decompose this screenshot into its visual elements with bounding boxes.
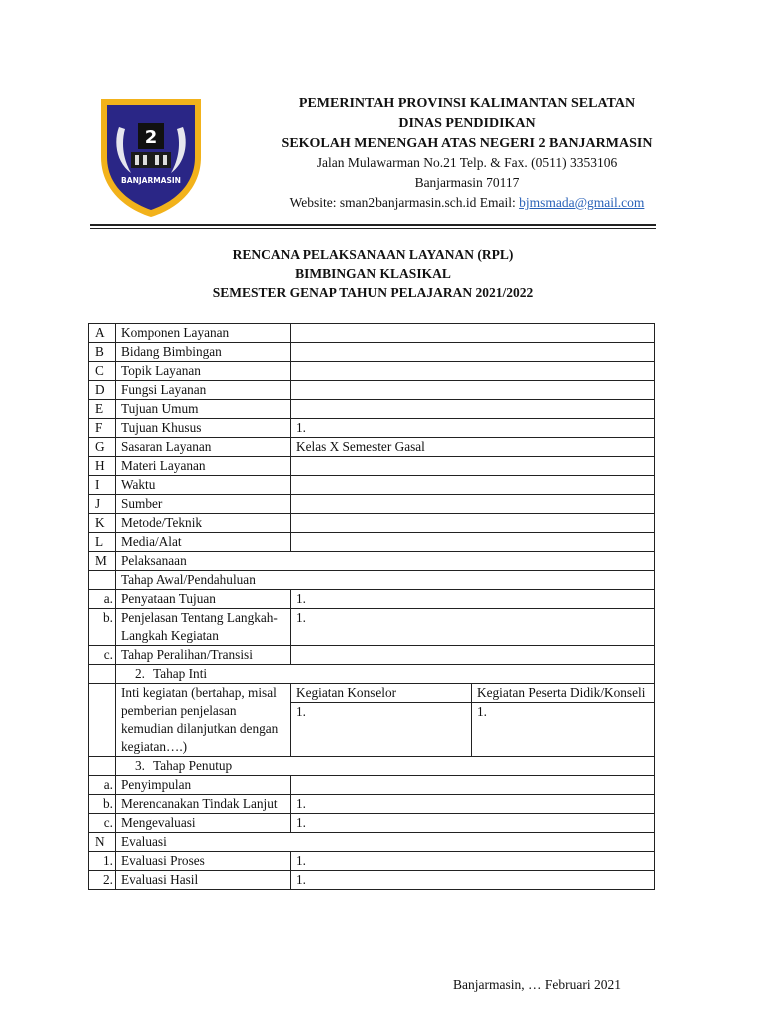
row-label: Sumber (116, 495, 291, 514)
row-label: Sasaran Layanan (116, 438, 291, 457)
row-value[interactable]: 1. (291, 814, 655, 833)
table-row (89, 665, 655, 684)
table-row (89, 646, 655, 665)
table-row (89, 814, 655, 833)
table-row: C Topik Layanan (89, 362, 655, 381)
row-label: Komponen Layanan (116, 324, 291, 343)
row-value[interactable] (291, 362, 655, 381)
table-row: E Tujuan Umum (89, 400, 655, 419)
sub-item: b. Merencanakan Tindak Lanjut (116, 795, 291, 814)
row-value[interactable] (291, 400, 655, 419)
sub-item: a. Penyimpulan (116, 776, 291, 795)
table-row (89, 871, 655, 890)
tahap-awal-label: Tahap Awal/Pendahuluan (116, 571, 655, 590)
letterhead-address: Jalan Mulawarman No.21 Telp. & Fax. (0511) 3353106 (316, 155, 618, 170)
sub-item: b. Penjelasan Tentang Langkah-Langkah Kegiatan (116, 609, 291, 646)
letterhead-web (232, 195, 702, 211)
table-row (89, 609, 655, 646)
letterhead-rule-thin (90, 228, 656, 229)
row-value[interactable] (291, 533, 655, 552)
row-label: Topik Layanan (116, 362, 291, 381)
row-value[interactable] (291, 457, 655, 476)
letterhead-line3: SEKOLAH MENENGAH ATAS NEGERI 2 BANJARMASIN (281, 136, 653, 151)
row-label: Waktu (116, 476, 291, 495)
letterhead-city: Banjarmasin 70117 (414, 175, 520, 190)
row-value[interactable]: 1. (291, 419, 655, 438)
konselor-value[interactable]: 1. (291, 703, 472, 757)
sub-item: c. Mengevaluasi (116, 814, 291, 833)
doc-title-line1: RENCANA PELAKSANAAN LAYANAN (RPL) (232, 247, 514, 262)
table-row: L Media/Alat (89, 533, 655, 552)
peserta-value[interactable]: 1. (472, 703, 655, 757)
table-row: J Sumber (89, 495, 655, 514)
doc-title-line3: SEMESTER GENAP TAHUN PELAJARAN 2021/2022 (212, 285, 534, 300)
row-label: Fungsi Layanan (116, 381, 291, 400)
table-row: H Materi Layanan (89, 457, 655, 476)
row-label: Evaluasi (116, 833, 655, 852)
logo-number: 2 (144, 127, 158, 148)
row-label: Tujuan Umum (116, 400, 291, 419)
table-row: K Metode/Teknik (89, 514, 655, 533)
tahap-inti-label: 2. Tahap Inti (116, 665, 655, 684)
table-row: I Waktu (89, 476, 655, 495)
letterhead-line1: PEMERINTAH PROVINSI KALIMANTAN SELATAN (298, 96, 636, 111)
inti-description: Inti kegiatan (bertahap, misal pemberian penjelasan kemudian dilanjutkan dengan kegiatan….) (116, 684, 291, 757)
table-row: G Sasaran Layanan Kelas X Semester Gasal (89, 438, 655, 457)
row-value[interactable]: 1. (291, 795, 655, 814)
sub-item: a. Penyataan Tujuan (116, 590, 291, 609)
website-text: Website: sman2banjarmasin.sch.id Email: (289, 195, 520, 210)
logo-text: BANJARMASIN (121, 176, 181, 185)
tahap-penutup-label: 3. Tahap Penutup (116, 757, 655, 776)
table-row: A Komponen Layanan (89, 324, 655, 343)
peserta-header: Kegiatan Peserta Didik/Konseli (472, 684, 655, 703)
row-value[interactable]: 1. (291, 852, 655, 871)
table-row (89, 590, 655, 609)
row-label: Media/Alat (116, 533, 291, 552)
letterhead-rule (90, 224, 656, 226)
row-label: Materi Layanan (116, 457, 291, 476)
table-row (89, 776, 655, 795)
row-label: Pelaksanaan (116, 552, 655, 571)
row-value[interactable]: 1. (291, 871, 655, 890)
table-row: B Bidang Bimbingan (89, 343, 655, 362)
table-row (89, 571, 655, 590)
table-row (89, 684, 655, 703)
row-value[interactable] (291, 381, 655, 400)
row-value[interactable] (291, 343, 655, 362)
doc-title-line2: BIMBINGAN KLASIKAL (295, 266, 451, 281)
row-label: Tujuan Khusus (116, 419, 291, 438)
table-row: D Fungsi Layanan (89, 381, 655, 400)
row-value[interactable] (291, 514, 655, 533)
row-value[interactable] (291, 776, 655, 795)
row-value[interactable] (291, 324, 655, 343)
signature-date: Banjarmasin, … Februari 2021 (453, 977, 621, 992)
sub-item: 1. Evaluasi Proses (116, 852, 291, 871)
rpl-table (88, 323, 655, 890)
konselor-header: Kegiatan Konselor (291, 684, 472, 703)
table-row: F Tujuan Khusus 1. (89, 419, 655, 438)
table-row (89, 795, 655, 814)
sub-item: 2. Evaluasi Hasil (116, 871, 291, 890)
table-row: N Evaluasi (89, 833, 655, 852)
sub-item: c. Tahap Peralihan/Transisi (116, 646, 291, 665)
email-link[interactable]: bjmsmada@gmail.com (519, 195, 645, 210)
letterhead-line2: DINAS PENDIDIKAN (398, 116, 536, 131)
row-value[interactable]: 1. (291, 609, 655, 646)
table-row (89, 757, 655, 776)
row-value[interactable] (291, 495, 655, 514)
row-value[interactable]: 1. (291, 590, 655, 609)
row-label: Bidang Bimbingan (116, 343, 291, 362)
row-value[interactable]: Kelas X Semester Gasal (291, 438, 655, 457)
table-row (89, 852, 655, 871)
row-label: Metode/Teknik (116, 514, 291, 533)
row-value[interactable] (291, 476, 655, 495)
school-logo (97, 97, 205, 219)
table-row: M Pelaksanaan (89, 552, 655, 571)
row-value[interactable] (291, 646, 655, 665)
